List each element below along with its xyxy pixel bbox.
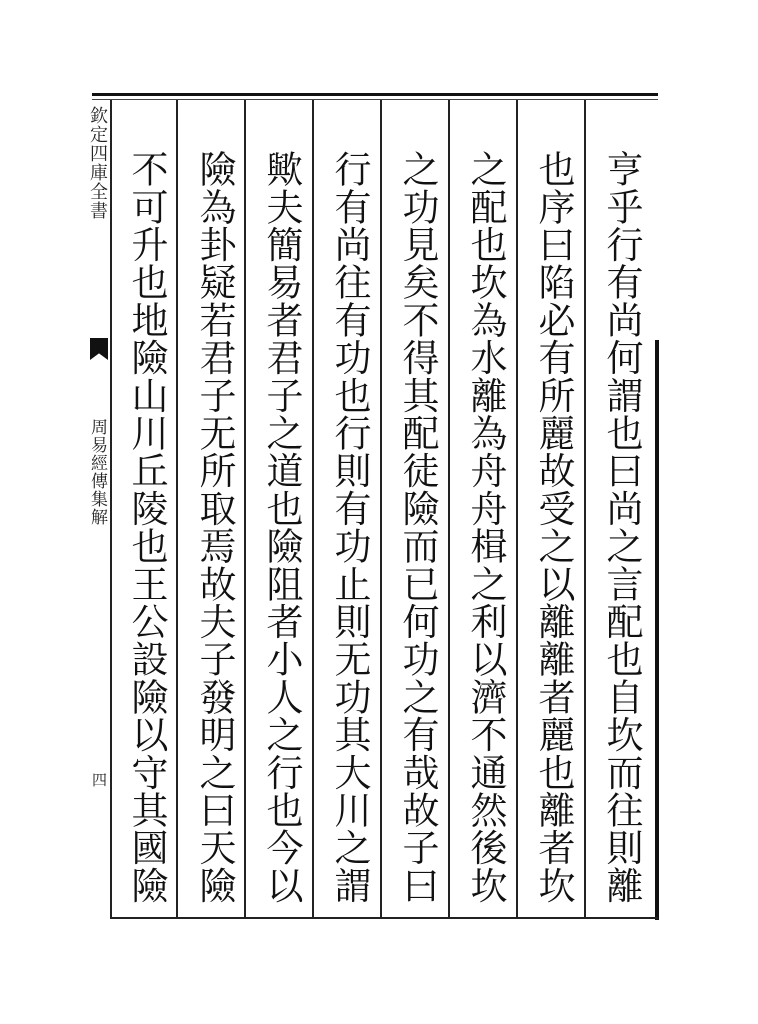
text-column-7: 險為卦疑若君子无所取焉故夫子發明之曰天險 — [193, 150, 236, 904]
header-label: 欽定四庫全書 — [87, 106, 108, 220]
text-column-6: 歟夫簡易者君子之道也險阻者小人之行也今以 — [260, 150, 303, 904]
left-border — [110, 100, 112, 918]
column-divider — [516, 100, 518, 918]
column-divider — [312, 100, 314, 918]
text-column-1: 亨乎行有尚何謂也曰尚之言配也自坎而往則離 — [600, 150, 643, 904]
column-divider — [380, 100, 382, 918]
top-border — [92, 93, 658, 96]
text-column-3: 之配也坎為水離為舟舟楫之利以濟不通然後坎 — [464, 150, 507, 904]
column-divider — [584, 100, 586, 918]
bottom-border — [110, 917, 658, 919]
text-column-4: 之功見矣不得其配徒險而已何功之有哉故子曰 — [396, 150, 439, 904]
margin-strip — [84, 100, 110, 920]
text-column-2: 也序曰陷必有所麗故受之以離離者麗也離者坎 — [532, 150, 575, 904]
right-border — [655, 340, 659, 920]
column-divider — [448, 100, 450, 918]
page-number: 四 — [90, 772, 108, 788]
text-column-5: 行有尚往有功也行則有功止則无功其大川之謂 — [328, 150, 371, 904]
column-divider — [176, 100, 178, 918]
book-title: 周易經傳集解 — [87, 418, 107, 526]
column-divider — [244, 100, 246, 918]
text-column-8: 不可升也地險山川丘陵也王公設險以守其國險 — [125, 150, 168, 904]
